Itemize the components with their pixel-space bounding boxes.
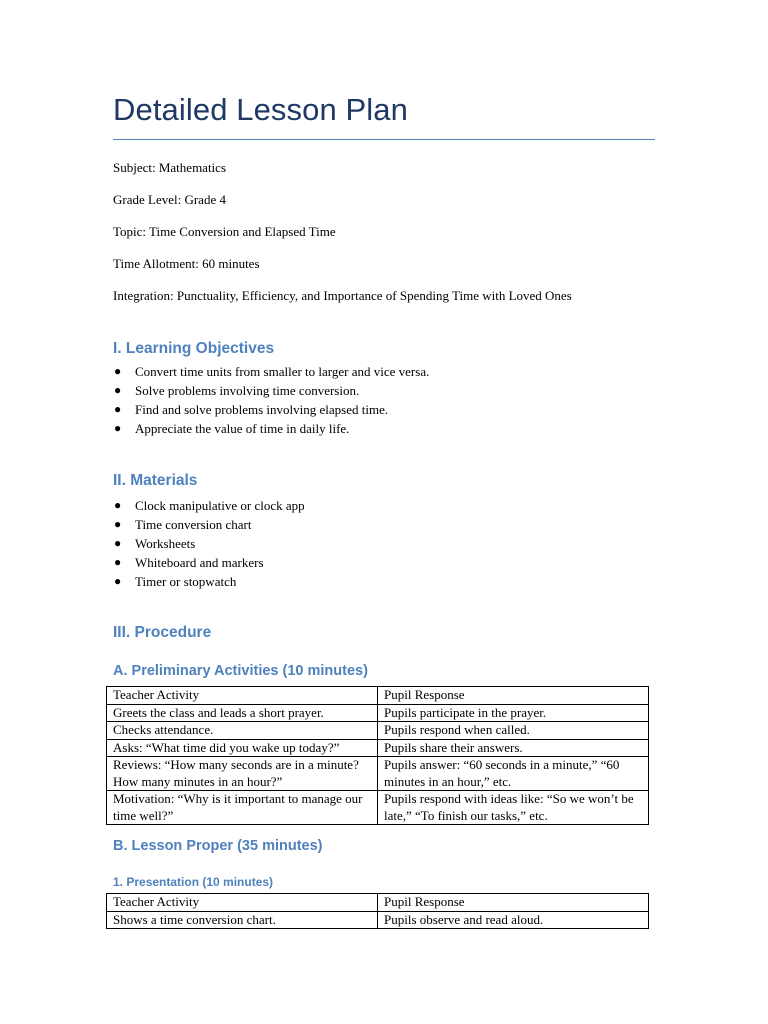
list-item-text: Clock manipulative or clock app <box>135 498 305 513</box>
list-item <box>113 496 305 515</box>
table-row <box>107 704 649 722</box>
list-item <box>113 362 429 381</box>
grade-level-line: Grade Level: Grade 4 <box>113 192 226 207</box>
list-item-text: Find and solve problems involving elapsed time. <box>135 402 389 417</box>
materials-heading: II. Materials <box>113 472 198 489</box>
table-cell: Pupils share their answers. <box>378 739 649 757</box>
table-header-cell: Pupil Response <box>378 894 649 912</box>
table-header-row <box>107 687 649 705</box>
list-item-text: Worksheets <box>135 536 196 551</box>
list-item-text: Time conversion chart <box>135 517 252 532</box>
integration-line: Integration: Punctuality, Efficiency, and Importance of Spending Time with Loved Ones <box>113 288 572 303</box>
list-item <box>113 381 429 400</box>
table-header-cell: Teacher Activity <box>107 894 378 912</box>
table-row <box>107 791 649 825</box>
table-cell: Pupils respond with ideas like: “So we won’t be late,” “To finish our tasks,” etc. <box>378 791 649 825</box>
bullet-icon: ● <box>114 536 122 550</box>
list-item <box>113 572 305 591</box>
time-allotment-line: Time Allotment: 60 minutes <box>113 256 260 271</box>
page-title: Detailed Lesson Plan <box>113 92 408 127</box>
table-header-cell: Pupil Response <box>378 687 649 705</box>
table-header-row <box>107 894 649 912</box>
subject-line: Subject: Mathematics <box>113 160 227 175</box>
preliminary-activities-heading: A. Preliminary Activities (10 minutes) <box>113 663 368 679</box>
table-cell: Pupils participate in the prayer. <box>378 704 649 722</box>
materials-list <box>113 496 305 591</box>
topic-line: Topic: Time Conversion and Elapsed Time <box>113 224 336 239</box>
table-cell: Motivation: “Why is it important to manage our time well?” <box>107 791 378 825</box>
bullet-icon: ● <box>114 402 122 416</box>
bullet-icon: ● <box>114 574 122 588</box>
list-item <box>113 419 429 438</box>
bullet-icon: ● <box>114 364 122 378</box>
bullet-icon: ● <box>114 383 122 397</box>
table-cell: Asks: “What time did you wake up today?” <box>107 739 378 757</box>
table-row <box>107 739 649 757</box>
list-item-text: Timer or stopwatch <box>135 574 237 589</box>
objectives-heading: I. Learning Objectives <box>113 340 275 357</box>
list-item <box>113 400 429 419</box>
preliminary-activities-table <box>106 686 649 825</box>
table-cell: Checks attendance. <box>107 722 378 740</box>
list-item <box>113 553 305 572</box>
bullet-icon: ● <box>114 498 122 512</box>
presentation-heading: 1. Presentation (10 minutes) <box>113 875 274 889</box>
list-item-text: Appreciate the value of time in daily life. <box>135 421 350 436</box>
presentation-table <box>106 893 649 929</box>
table-row <box>107 722 649 740</box>
lesson-proper-heading: B. Lesson Proper (35 minutes) <box>113 838 323 854</box>
bullet-icon: ● <box>114 517 122 531</box>
list-item <box>113 515 305 534</box>
table-row <box>107 757 649 791</box>
table-cell: Greets the class and leads a short prayer. <box>107 704 378 722</box>
title-divider <box>113 139 655 140</box>
table-cell: Shows a time conversion chart. <box>107 911 378 929</box>
table-cell: Pupils observe and read aloud. <box>378 911 649 929</box>
list-item-text: Convert time units from smaller to larger and vice versa. <box>135 364 430 379</box>
procedure-heading: III. Procedure <box>113 624 212 641</box>
table-cell: Pupils respond when called. <box>378 722 649 740</box>
bullet-icon: ● <box>114 555 122 569</box>
list-item-text: Whiteboard and markers <box>135 555 264 570</box>
list-item <box>113 534 305 553</box>
table-header-cell: Teacher Activity <box>107 687 378 705</box>
list-item-text: Solve problems involving time conversion. <box>135 383 360 398</box>
table-cell: Pupils answer: “60 seconds in a minute,” “60 minutes in an hour,” etc. <box>378 757 649 791</box>
table-row <box>107 911 649 929</box>
table-cell: Reviews: “How many seconds are in a minute? How many minutes in an hour?” <box>107 757 378 791</box>
objectives-list <box>113 362 429 438</box>
bullet-icon: ● <box>114 421 122 435</box>
